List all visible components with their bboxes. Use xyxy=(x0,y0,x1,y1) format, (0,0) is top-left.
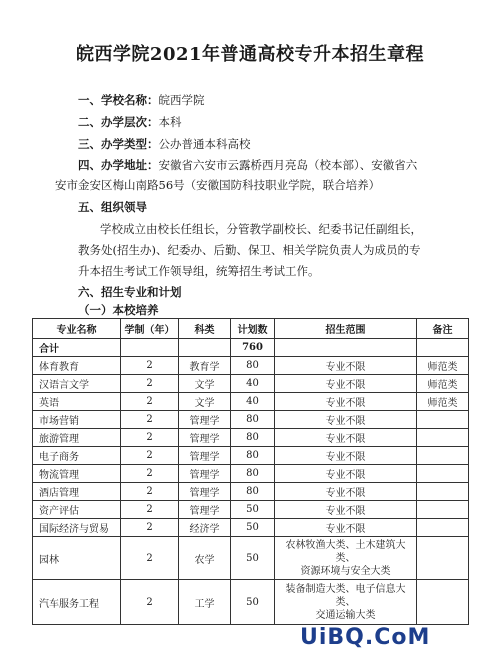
section-heading: 一、学校名称： xyxy=(78,93,159,107)
table-row xyxy=(33,375,469,393)
table-cell xyxy=(275,339,417,357)
years-cell: 2 xyxy=(121,465,179,483)
table-row xyxy=(33,393,469,411)
major-name: 酒店管理 xyxy=(33,483,121,501)
table-row xyxy=(33,519,469,537)
section-school-name xyxy=(78,93,205,108)
note-cell: 师范类 xyxy=(417,393,469,411)
table-row xyxy=(33,411,469,429)
category-cell: 教育学 xyxy=(179,357,231,375)
plan-cell: 50 xyxy=(231,519,275,537)
major-name: 旅游管理 xyxy=(33,429,121,447)
scope-cell xyxy=(275,580,417,625)
years-cell: 2 xyxy=(121,429,179,447)
scope-cell: 专业不限 xyxy=(275,519,417,537)
section-heading: 二、办学层次： xyxy=(78,115,159,129)
table-cell xyxy=(179,339,231,357)
category-cell: 管理学 xyxy=(179,501,231,519)
paragraph-line: 教务处(招生办)、纪委办、后勤、保卫、相关学院负责人为成员的专 xyxy=(78,243,421,257)
section-value: 皖西学院 xyxy=(158,93,205,107)
section-level xyxy=(78,115,182,130)
category-cell: 管理学 xyxy=(179,447,231,465)
table-row xyxy=(33,580,469,625)
table-cell xyxy=(121,339,179,357)
plan-cell: 50 xyxy=(231,580,275,625)
scope-cell: 专业不限 xyxy=(275,393,417,411)
site-watermark: UiBQ.CoM xyxy=(300,625,431,650)
table-row xyxy=(33,465,469,483)
category-cell: 管理学 xyxy=(179,411,231,429)
section-heading: 六、招生专业和计划 xyxy=(78,285,182,299)
category-cell: 管理学 xyxy=(179,429,231,447)
table-header-row xyxy=(33,319,469,339)
subsection-title: （一）本校培养 xyxy=(78,303,159,317)
section-value: 安徽省六安市云露桥西月亮岛（校本部）、安徽省六 xyxy=(158,158,418,172)
major-name: 市场营销 xyxy=(33,411,121,429)
category-cell: 文学 xyxy=(179,393,231,411)
header-note: 备注 xyxy=(417,319,469,339)
major-name: 电子商务 xyxy=(33,447,121,465)
table-row xyxy=(33,447,469,465)
years-cell: 2 xyxy=(121,519,179,537)
address-continuation: 安市金安区梅山南路56号（安徽国防科技职业学院，联合培养） xyxy=(55,178,381,192)
plan-cell: 80 xyxy=(231,465,275,483)
major-name: 英语 xyxy=(33,393,121,411)
plan-cell: 80 xyxy=(231,447,275,465)
header-years: 学制（年） xyxy=(121,319,179,339)
scope-line: 装备制造大类、电子信息大类、 xyxy=(285,583,406,608)
note-cell xyxy=(417,483,469,501)
note-cell xyxy=(417,429,469,447)
note-cell xyxy=(417,411,469,429)
section-address xyxy=(78,158,417,173)
header-major: 专业名称 xyxy=(33,319,121,339)
note-cell xyxy=(417,447,469,465)
note-cell xyxy=(417,537,469,580)
scope-cell: 专业不限 xyxy=(275,501,417,519)
scope-cell: 专业不限 xyxy=(275,447,417,465)
plan-cell: 80 xyxy=(231,483,275,501)
table-cell xyxy=(417,339,469,357)
plan-cell: 40 xyxy=(231,393,275,411)
section-value: 本科 xyxy=(158,115,182,129)
years-cell: 2 xyxy=(121,375,179,393)
scope-cell: 专业不限 xyxy=(275,465,417,483)
plan-cell: 80 xyxy=(231,429,275,447)
note-cell xyxy=(417,519,469,537)
table-total-row xyxy=(33,339,469,357)
table-row xyxy=(33,537,469,580)
major-name: 资产评估 xyxy=(33,501,121,519)
page-title: 皖西学院2021年普通高校专升本招生章程 xyxy=(75,44,425,65)
section-heading: 四、办学地址： xyxy=(78,158,159,172)
scope-line: 资源环境与安全大类 xyxy=(300,565,391,577)
plan-cell: 50 xyxy=(231,501,275,519)
total-count: 760 xyxy=(231,339,275,357)
years-cell: 2 xyxy=(121,357,179,375)
header-category: 科类 xyxy=(179,319,231,339)
scope-cell: 专业不限 xyxy=(275,429,417,447)
note-cell: 师范类 xyxy=(417,357,469,375)
years-cell: 2 xyxy=(121,411,179,429)
section-organization xyxy=(78,200,147,215)
plan-cell: 80 xyxy=(231,357,275,375)
note-cell xyxy=(417,465,469,483)
total-label: 合计 xyxy=(33,339,121,357)
scope-cell: 专业不限 xyxy=(275,411,417,429)
major-name: 汉语言文学 xyxy=(33,375,121,393)
note-cell: 师范类 xyxy=(417,375,469,393)
paragraph-line: 学校成立由校长任组长，分管教学副校长、纪委书记任副组长， xyxy=(100,222,422,236)
category-cell: 管理学 xyxy=(179,483,231,501)
category-cell: 工学 xyxy=(179,580,231,625)
note-cell xyxy=(417,580,469,625)
years-cell: 2 xyxy=(121,580,179,625)
category-cell: 管理学 xyxy=(179,465,231,483)
scope-line: 交通运输大类 xyxy=(315,609,376,621)
major-name: 物流管理 xyxy=(33,465,121,483)
scope-cell: 专业不限 xyxy=(275,375,417,393)
note-cell xyxy=(417,501,469,519)
plan-cell: 40 xyxy=(231,375,275,393)
years-cell: 2 xyxy=(121,537,179,580)
scope-cell xyxy=(275,537,417,580)
header-plan: 计划数 xyxy=(231,319,275,339)
section-value: 公办普通本科高校 xyxy=(158,137,251,151)
category-cell: 农学 xyxy=(179,537,231,580)
major-name: 体育教育 xyxy=(33,357,121,375)
section-heading: 五、组织领导 xyxy=(78,200,147,214)
category-cell: 文学 xyxy=(179,375,231,393)
enrollment-table xyxy=(32,318,469,625)
years-cell: 2 xyxy=(121,501,179,519)
section-heading: 三、办学类型： xyxy=(78,137,159,151)
plan-cell: 50 xyxy=(231,537,275,580)
category-cell: 经济学 xyxy=(179,519,231,537)
years-cell: 2 xyxy=(121,393,179,411)
table-row xyxy=(33,429,469,447)
table-row xyxy=(33,357,469,375)
table-row xyxy=(33,501,469,519)
scope-line: 农林牧渔大类、土木建筑大类、 xyxy=(285,539,406,564)
major-name: 国际经济与贸易 xyxy=(33,519,121,537)
paragraph-line: 升本招生考试工作领导组，统筹招生考试工作。 xyxy=(78,264,320,278)
section-type xyxy=(78,137,251,152)
scope-cell: 专业不限 xyxy=(275,357,417,375)
scope-cell: 专业不限 xyxy=(275,483,417,501)
major-name: 园林 xyxy=(33,537,121,580)
major-name: 汽车服务工程 xyxy=(33,580,121,625)
table-row xyxy=(33,483,469,501)
section-majors xyxy=(78,285,182,300)
years-cell: 2 xyxy=(121,483,179,501)
plan-cell: 80 xyxy=(231,411,275,429)
years-cell: 2 xyxy=(121,447,179,465)
header-scope: 招生范围 xyxy=(275,319,417,339)
